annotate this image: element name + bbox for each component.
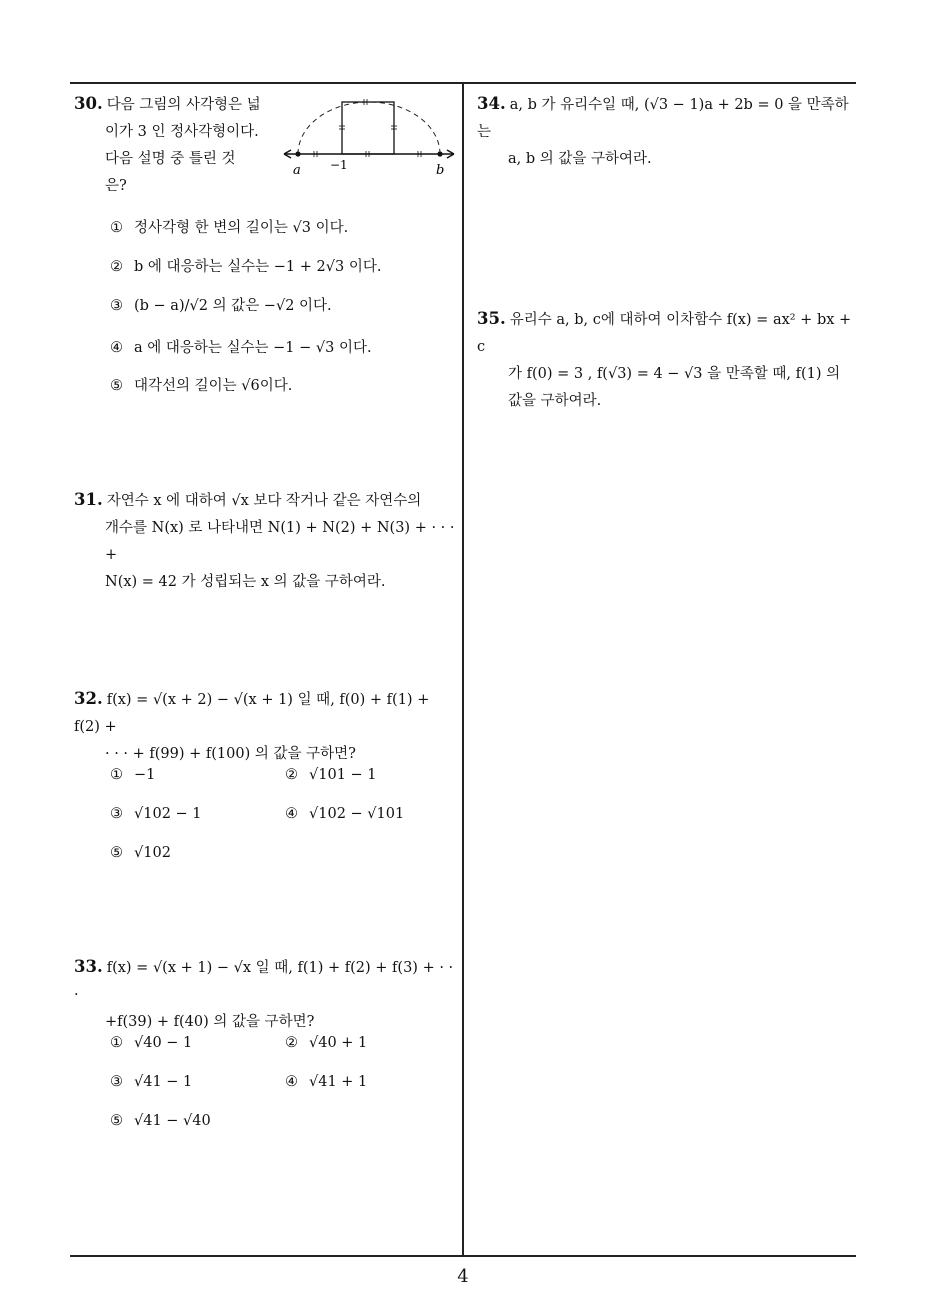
point-b [437, 151, 442, 156]
problem-30 [74, 90, 274, 200]
p33-choice-4[interactable]: ④ √41 + 1 [285, 1074, 368, 1090]
problem-30-line-3: 다음 설명 중 틀린 것 [105, 151, 236, 167]
problem-31-line-3: N(x) = 42 가 성립되는 x 의 값을 구하여라. [105, 574, 386, 590]
p30-choice-5[interactable]: ⑤ 대각선의 길이는 √6이다. [110, 378, 293, 394]
problem-30-line-4: 은? [105, 178, 127, 194]
problem-35 [477, 305, 862, 415]
point-a [295, 151, 300, 156]
problem-33-line-1: 33. f(x) = √(x + 1) − √x 일 때, f(1) + f(2) + f(3) + · · · [74, 957, 454, 1003]
problem-31 [74, 486, 459, 596]
problem-32-line-1: 32. f(x) = √(x + 2) − √(x + 1) 일 때, f(0) + f(1) + f(2) + [74, 689, 430, 735]
problem-30-line-2: 이가 3 인 정사각형이다. [105, 124, 259, 140]
column-divider [462, 82, 464, 1256]
problem-32-line-2: · · · + f(99) + f(100) 의 값을 구하면? [105, 746, 356, 762]
p32-choice-4[interactable]: ④ √102 − √101 [285, 806, 405, 822]
problem-32 [74, 685, 459, 768]
problem-31-line-1: 31. 자연수 x 에 대하여 √x 보다 작거나 같은 자연수의 [74, 490, 422, 509]
problem-31-line-2: 개수를 N(x) 로 나타내면 N(1) + N(2) + N(3) + · · · + [105, 520, 455, 563]
problem-34-line-1: 34. a, b 가 유리수일 때, (√3 − 1)a + 2b = 0 을 만족하는 [477, 94, 849, 140]
problem-35-line-1: 35. 유리수 a, b, c에 대하여 이차함수 f(x) = ax² + bx + c [477, 309, 852, 355]
p32-choice-5[interactable]: ⑤ √102 [110, 845, 171, 861]
problem-34-line-2: a, b 의 값을 구하여라. [508, 151, 652, 167]
p32-choice-1[interactable]: ① −1 [110, 767, 156, 783]
problem-35-line-2: 가 f(0) = 3 , f(√3) = 4 − √3 을 만족할 때, f(1) 의 [508, 366, 841, 382]
p33-choice-1[interactable]: ① √40 − 1 [110, 1035, 193, 1051]
square [342, 102, 394, 154]
page-number: 4 [457, 1266, 469, 1287]
label-minus-1: −1 [330, 158, 348, 172]
square-numberline-figure [280, 92, 460, 184]
problem-number: 30. [74, 94, 103, 113]
p33-choice-3[interactable]: ③ √41 − 1 [110, 1074, 193, 1090]
problem-number: 31. [74, 490, 103, 509]
problem-35-line-3: 값을 구하여라. [508, 393, 602, 409]
problem-33-line-2: +f(39) + f(40) 의 값을 구하면? [105, 1014, 315, 1030]
dashed-arc [298, 102, 440, 154]
problem-number: 32. [74, 689, 103, 708]
problem-number: 34. [477, 94, 506, 113]
p30-choice-3[interactable]: ③ (b − a)/√2 의 값은 −√2 이다. [110, 298, 332, 314]
p33-choice-5[interactable]: ⑤ √41 − √40 [110, 1113, 211, 1129]
label-b: b [436, 163, 445, 178]
p30-choice-2[interactable]: ② b 에 대응하는 실수는 −1 + 2√3 이다. [110, 259, 382, 275]
problem-number: 33. [74, 957, 103, 976]
problem-33 [74, 953, 459, 1036]
problem-30-line-1: 30. 다음 그림의 사각형은 넓 [74, 94, 261, 113]
p32-choice-2[interactable]: ② √101 − 1 [285, 767, 377, 783]
p33-choice-2[interactable]: ② √40 + 1 [285, 1035, 368, 1051]
problem-number: 35. [477, 309, 506, 328]
p32-choice-3[interactable]: ③ √102 − 1 [110, 806, 202, 822]
label-a: a [293, 163, 301, 178]
problem-34 [477, 90, 862, 173]
p30-choice-1[interactable]: ① 정사각형 한 변의 길이는 √3 이다. [110, 220, 349, 236]
p30-choice-4[interactable]: ④ a 에 대응하는 실수는 −1 − √3 이다. [110, 340, 372, 356]
